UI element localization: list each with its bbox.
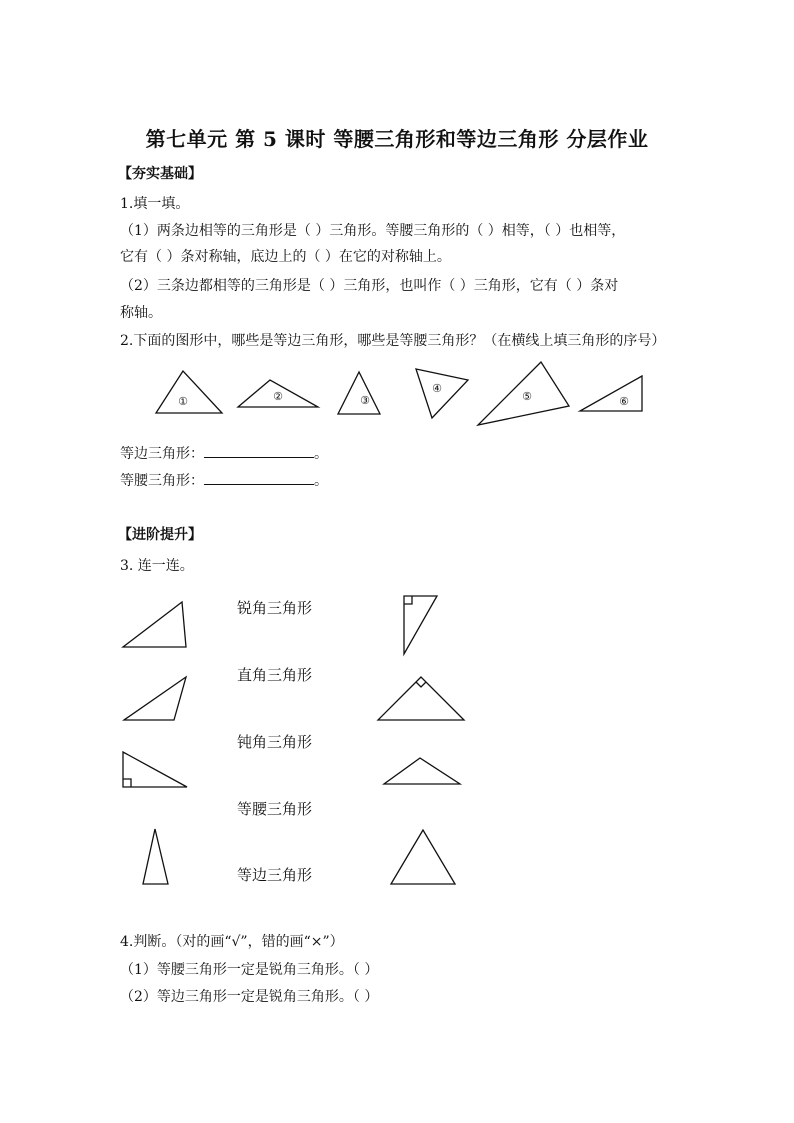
triangle-label-1: ① bbox=[178, 395, 188, 408]
type-right[interactable]: 直角三角形 bbox=[237, 666, 313, 684]
type-acute[interactable]: 锐角三角形 bbox=[237, 599, 313, 617]
q1-line-4: 称轴。 bbox=[120, 305, 162, 321]
q4-line-1: （1）等腰三角形一定是锐角三角形。（ ） bbox=[120, 962, 379, 978]
section-basic-heading: 【夯实基础】 bbox=[118, 166, 202, 182]
triangle-label-3: ③ bbox=[360, 394, 370, 407]
left-triangle-4[interactable] bbox=[143, 829, 168, 884]
page-title: 第七单元 第 5 课时 等腰三角形和等边三角形 分层作业 bbox=[145, 127, 649, 151]
left-triangle-2[interactable] bbox=[124, 677, 186, 720]
triangle-label-4: ④ bbox=[432, 382, 442, 395]
triangle-label-6: ⑥ bbox=[619, 395, 629, 408]
q1-line-3: （2）三条边都相等的三角形是（ ）三角形，也叫作（ ）三角形，它有（ ）条对 bbox=[120, 278, 619, 294]
section-advanced-heading: 【进阶提升】 bbox=[118, 527, 202, 543]
isosceles-end-mark: 。 bbox=[314, 473, 328, 489]
left-triangle-1[interactable] bbox=[123, 602, 186, 647]
equilateral-end-mark: 。 bbox=[314, 446, 328, 462]
q3-heading: 3. 连一连。 bbox=[120, 558, 194, 574]
q2-heading: 2.下面的图形中，哪些是等边三角形，哪些是等腰三角形？（在横线上填三角形的序号） bbox=[120, 333, 666, 349]
type-equilateral[interactable]: 等边三角形 bbox=[237, 866, 313, 884]
triangle-label-2: ② bbox=[273, 390, 283, 403]
q4-line-2: （2）等边三角形一定是锐角三角形。（ ） bbox=[120, 989, 379, 1005]
left-triangle-3[interactable] bbox=[123, 752, 187, 787]
triangle-label-5: ⑤ bbox=[522, 390, 532, 403]
q1-line-2: 它有（ ）条对称轴，底边上的（ ）在它的对称轴上。 bbox=[120, 249, 451, 265]
right-triangle-4[interactable] bbox=[391, 830, 455, 884]
equilateral-label: 等边三角形： bbox=[120, 446, 204, 462]
right-triangle-2[interactable] bbox=[378, 677, 464, 720]
right-triangle-3[interactable] bbox=[384, 758, 460, 784]
isosceles-label: 等腰三角形： bbox=[120, 473, 204, 489]
right-triangle-1[interactable] bbox=[404, 596, 437, 654]
q4-heading: 4.判断。（对的画“√”，错的画“×”） bbox=[120, 934, 344, 950]
type-obtuse[interactable]: 钝角三角形 bbox=[237, 733, 313, 751]
q1-line-1: （1）两条边相等的三角形是（ ）三角形。等腰三角形的（ ）相等，（ ）也相等， bbox=[120, 223, 626, 239]
type-isosceles[interactable]: 等腰三角形 bbox=[237, 800, 313, 818]
q1-heading: 1.填一填。 bbox=[120, 196, 190, 212]
